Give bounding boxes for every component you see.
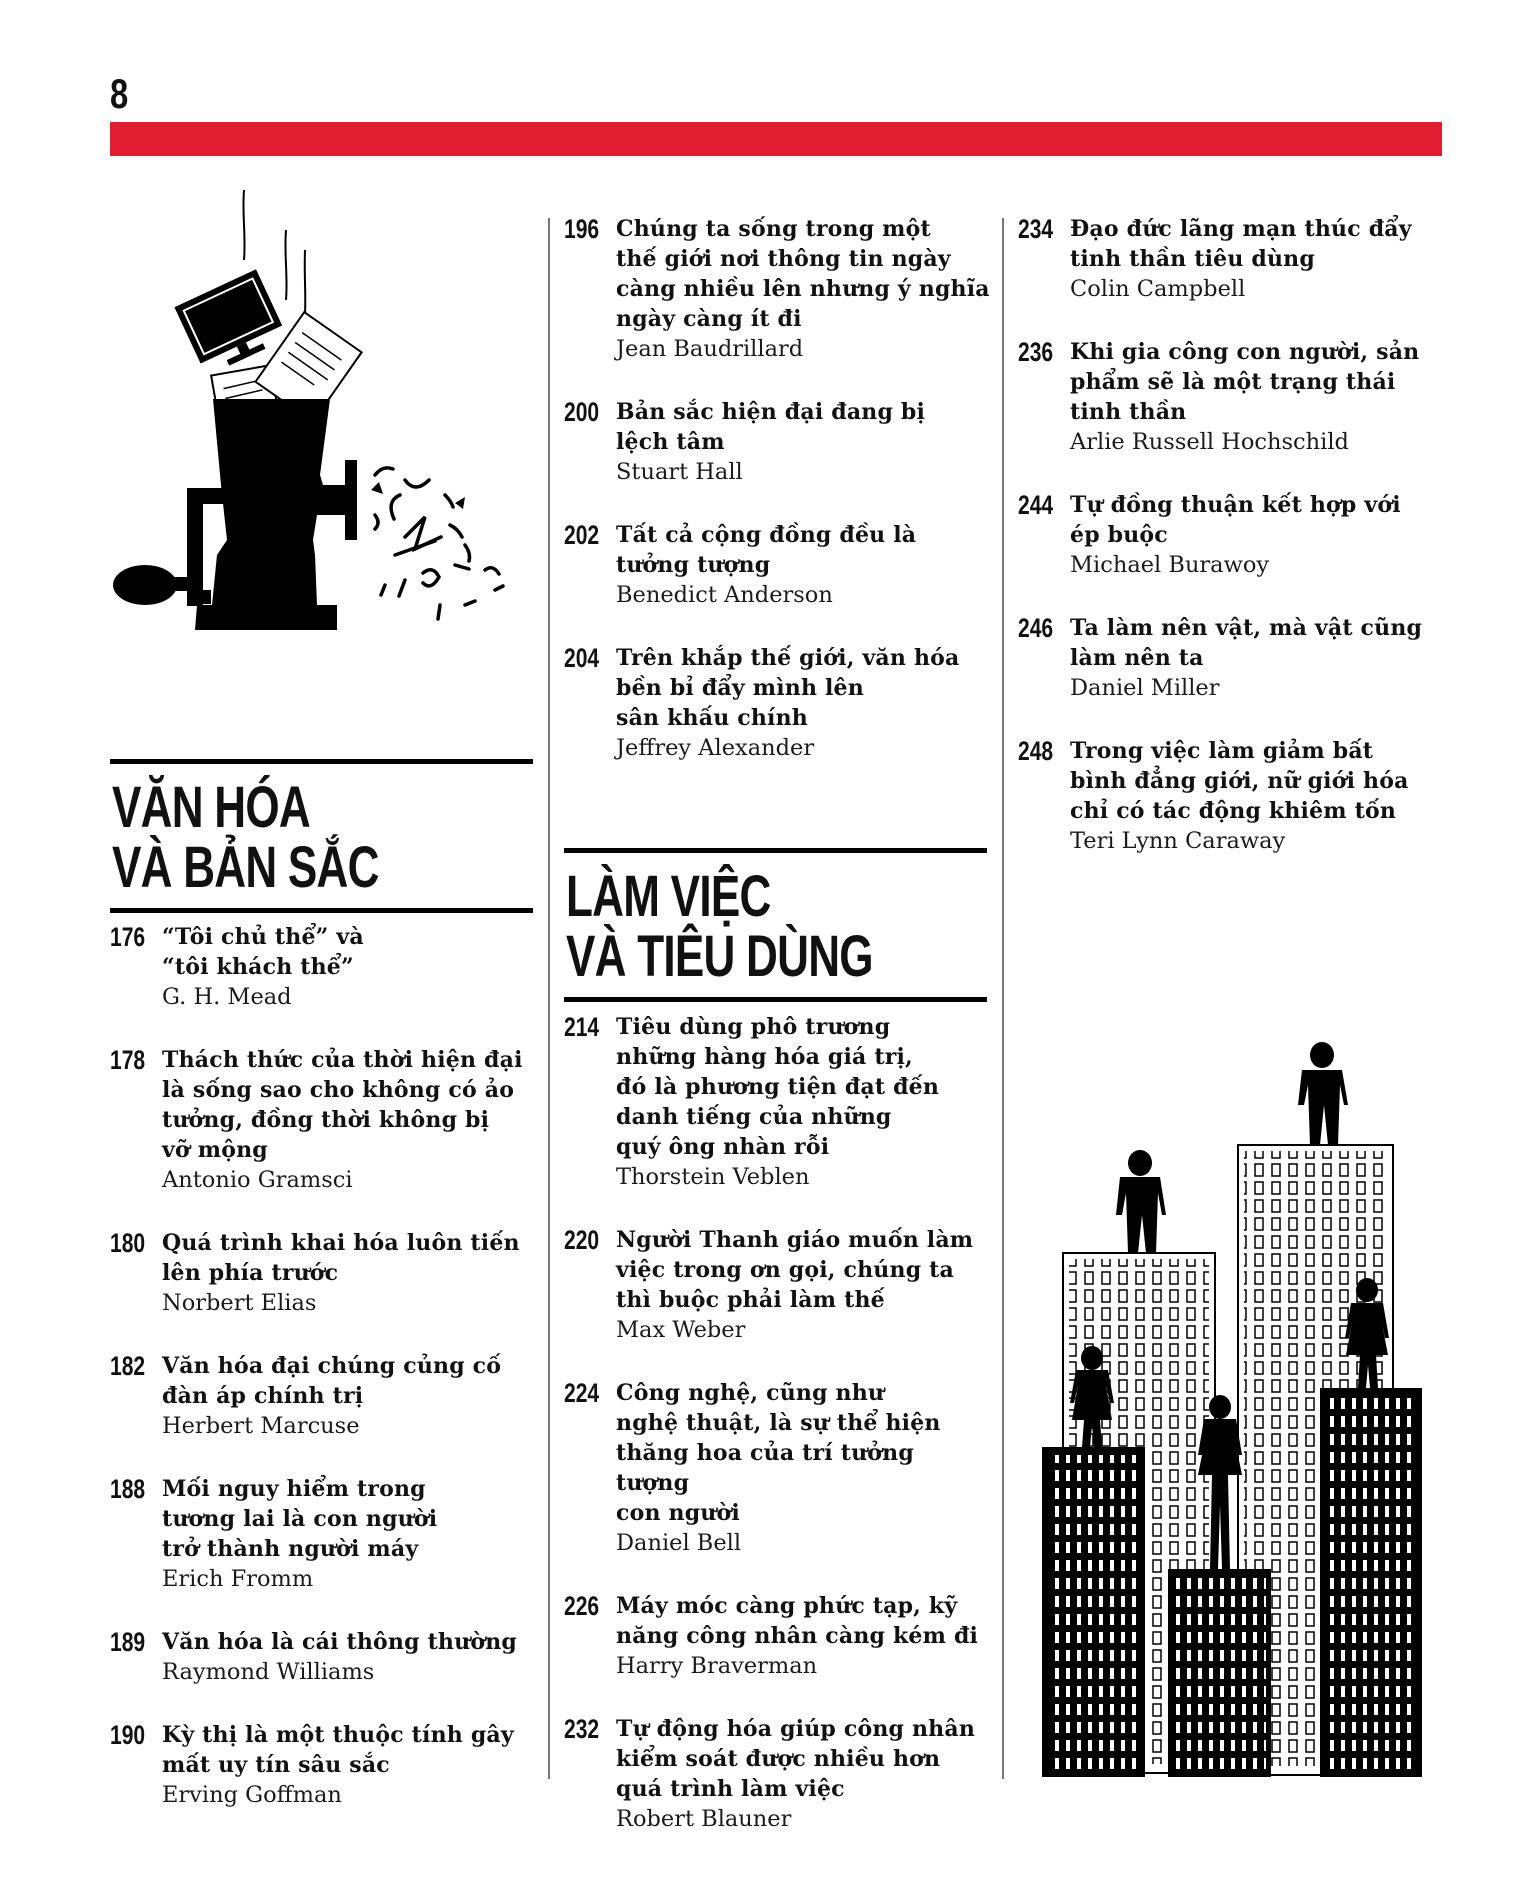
entry-title bbox=[162, 1351, 540, 1411]
toc-entry[interactable] bbox=[110, 1720, 540, 1810]
entry-title-line: làm nên ta bbox=[1070, 645, 1204, 671]
toc-entry[interactable] bbox=[110, 1045, 540, 1195]
entry-title-line: con người bbox=[616, 1500, 740, 1526]
meat-grinder-icon bbox=[105, 185, 545, 645]
entry-title-line: Văn hóa là cái thông thường bbox=[162, 1629, 517, 1655]
entry-title bbox=[616, 1378, 994, 1528]
entry-title-line: lệch tâm bbox=[616, 429, 725, 455]
entry-page-number: 244 bbox=[1018, 490, 1054, 520]
entry-title-line: Quá trình khai hóa luôn tiến bbox=[162, 1230, 520, 1256]
entry-author: Erving Goffman bbox=[162, 1782, 342, 1808]
toc-entry[interactable] bbox=[564, 643, 994, 763]
entry-author: Jeffrey Alexander bbox=[616, 735, 815, 761]
entry-title-line: Văn hóa đại chúng củng cố bbox=[162, 1353, 502, 1379]
entry-title-line: Mối nguy hiểm trong bbox=[162, 1476, 426, 1502]
entry-title-line: thế giới nơi thông tin ngày bbox=[616, 246, 951, 272]
entry-title-line: thăng hoa của trí tưởng tượng bbox=[616, 1440, 914, 1496]
entry-page-number: 190 bbox=[110, 1720, 146, 1750]
entry-title-line: Kỳ thị là một thuộc tính gây bbox=[162, 1722, 514, 1748]
entry-title-line: quý ông nhàn rỗi bbox=[616, 1134, 830, 1160]
entry-title-line: nghệ thuật, là sự thể hiện bbox=[616, 1410, 941, 1436]
entry-title bbox=[1070, 337, 1448, 427]
toc-entry[interactable] bbox=[110, 922, 540, 1012]
entry-page-number: 200 bbox=[564, 397, 600, 427]
entry-page-number: 214 bbox=[564, 1012, 600, 1042]
entry-title bbox=[162, 1627, 540, 1657]
entry-title-line: ép buộc bbox=[1070, 522, 1168, 548]
section-title-line-2: VÀ BẢN SẮC bbox=[112, 835, 379, 900]
section-title-line-2: VÀ TIÊU DÙNG bbox=[566, 924, 873, 989]
entry-page-number: 188 bbox=[110, 1474, 146, 1504]
entry-page-number: 236 bbox=[1018, 337, 1054, 367]
entry-title-line: Tất cả cộng đồng đều là bbox=[616, 522, 917, 548]
entry-page-number: 234 bbox=[1018, 214, 1054, 244]
toc-column-2-top bbox=[564, 214, 994, 796]
section-rule-top bbox=[110, 759, 533, 764]
entry-page-number: 202 bbox=[564, 520, 600, 550]
entry-title-line: Người Thanh giáo muốn làm bbox=[616, 1227, 974, 1253]
entry-title-line: tinh thần bbox=[1070, 399, 1187, 425]
entry-title-line: Ta làm nên vật, mà vật cũng bbox=[1070, 615, 1423, 641]
toc-column-2-bottom bbox=[564, 1012, 994, 1867]
section-header-culture-identity bbox=[110, 759, 533, 913]
entry-author: Benedict Anderson bbox=[616, 582, 833, 608]
toc-entry[interactable] bbox=[564, 1012, 994, 1192]
meat-grinder-illustration bbox=[105, 185, 545, 645]
entry-title-line: ngày càng ít đi bbox=[616, 306, 802, 332]
entry-title bbox=[1070, 613, 1448, 673]
entry-title-line: “Tôi chủ thể” và bbox=[162, 924, 364, 950]
entry-title-line: sân khấu chính bbox=[616, 705, 808, 731]
toc-column-1 bbox=[110, 922, 540, 1843]
entry-title bbox=[162, 1045, 540, 1165]
toc-entry[interactable] bbox=[1018, 337, 1448, 457]
entry-author: Antonio Gramsci bbox=[162, 1167, 353, 1193]
section-header-work-consumption bbox=[564, 848, 987, 1002]
entry-title-line: phẩm sẽ là một trạng thái bbox=[1070, 369, 1396, 395]
section-rule-top bbox=[564, 848, 987, 853]
entry-author: Daniel Miller bbox=[1070, 675, 1220, 701]
section-rule-bottom bbox=[110, 908, 533, 913]
toc-entry[interactable] bbox=[1018, 613, 1448, 703]
toc-entry[interactable] bbox=[564, 397, 994, 487]
toc-entry[interactable] bbox=[1018, 490, 1448, 580]
entry-author: Michael Burawoy bbox=[1070, 552, 1270, 578]
entry-title bbox=[1070, 214, 1448, 274]
entry-author: Raymond Williams bbox=[162, 1659, 375, 1685]
toc-entry[interactable] bbox=[564, 1591, 994, 1681]
section-title-line-1: VĂN HÓA bbox=[112, 775, 310, 840]
entry-author: Norbert Elias bbox=[162, 1290, 317, 1316]
entry-title bbox=[616, 520, 994, 580]
entry-title-line: tưởng, đồng thời không bị bbox=[162, 1107, 490, 1133]
entry-author: Harry Braverman bbox=[616, 1653, 818, 1679]
entry-author: Stuart Hall bbox=[616, 459, 743, 485]
buildings-people-icon bbox=[1030, 1035, 1450, 1780]
entry-title-line: Tự động hóa giúp công nhân bbox=[616, 1716, 976, 1742]
gender-inequality-buildings-illustration bbox=[1030, 1035, 1450, 1780]
entry-title-line: vỡ mộng bbox=[162, 1137, 268, 1163]
entry-page-number: 226 bbox=[564, 1591, 600, 1621]
toc-entry[interactable] bbox=[1018, 214, 1448, 304]
entry-page-number: 178 bbox=[110, 1045, 146, 1075]
entry-title-line: quá trình làm việc bbox=[616, 1776, 845, 1802]
entry-title-line: bình đẳng giới, nữ giới hóa bbox=[1070, 768, 1409, 794]
section-rule-bottom bbox=[564, 997, 987, 1002]
section-title bbox=[566, 864, 886, 989]
section-title-line-1: LÀM VIỆC bbox=[566, 864, 771, 929]
entry-title-line: tương lai là con người bbox=[162, 1506, 438, 1532]
entry-page-number: 232 bbox=[564, 1714, 600, 1744]
entry-title bbox=[1070, 490, 1448, 550]
entry-author: Robert Blauner bbox=[616, 1806, 792, 1832]
entry-page-number: 224 bbox=[564, 1378, 600, 1408]
entry-author: Herbert Marcuse bbox=[162, 1413, 360, 1439]
entry-title-line: “tôi khách thể” bbox=[162, 954, 354, 980]
toc-entry[interactable] bbox=[564, 1378, 994, 1558]
header-accent-bar bbox=[110, 122, 1442, 156]
entry-page-number: 180 bbox=[110, 1228, 146, 1258]
entry-page-number: 248 bbox=[1018, 736, 1054, 766]
entry-title-line: Công nghệ, cũng như bbox=[616, 1380, 885, 1406]
entry-title bbox=[616, 1591, 994, 1651]
entry-title-line: Bản sắc hiện đại đang bị bbox=[616, 399, 926, 425]
entry-title bbox=[162, 1474, 540, 1564]
entry-title-line: Máy móc càng phức tạp, kỹ bbox=[616, 1593, 958, 1619]
page-number: 8 bbox=[110, 70, 129, 117]
toc-entry[interactable] bbox=[110, 1627, 540, 1687]
entry-title-line: bền bỉ đẩy mình lên bbox=[616, 675, 864, 701]
entry-page-number: 182 bbox=[110, 1351, 146, 1381]
toc-entry[interactable] bbox=[564, 520, 994, 610]
toc-column-3 bbox=[1018, 214, 1448, 889]
entry-title-line: lên phía trước bbox=[162, 1260, 339, 1286]
entry-author: Jean Baudrillard bbox=[616, 336, 804, 362]
column-divider-2 bbox=[1002, 218, 1004, 1779]
entry-page-number: 246 bbox=[1018, 613, 1054, 643]
entry-author: Teri Lynn Caraway bbox=[1070, 828, 1286, 854]
entry-title-line: tưởng tượng bbox=[616, 552, 771, 578]
entry-title-line: đàn áp chính trị bbox=[162, 1383, 364, 1409]
entry-author: Colin Campbell bbox=[1070, 276, 1246, 302]
entry-title-line: đó là phương tiện đạt đến bbox=[616, 1074, 940, 1100]
entry-author: G. H. Mead bbox=[162, 984, 292, 1010]
entry-title-line: Khi gia công con người, sản bbox=[1070, 339, 1420, 365]
entry-title-line: trở thành người máy bbox=[162, 1536, 419, 1562]
toc-entry[interactable] bbox=[110, 1474, 540, 1594]
toc-entry[interactable] bbox=[564, 1714, 994, 1834]
entry-title-line: Đạo đức lãng mạn thúc đẩy bbox=[1070, 216, 1412, 242]
entry-title-line: tinh thần tiêu dùng bbox=[1070, 246, 1315, 272]
entry-title bbox=[162, 922, 540, 982]
entry-author: Max Weber bbox=[616, 1317, 746, 1343]
entry-title-line: việc trong ơn gọi, chúng ta bbox=[616, 1257, 954, 1283]
entry-title-line: càng nhiều lên nhưng ý nghĩa bbox=[616, 276, 990, 302]
toc-entry[interactable] bbox=[110, 1228, 540, 1318]
entry-page-number: 196 bbox=[564, 214, 600, 244]
entry-page-number: 189 bbox=[110, 1627, 146, 1657]
entry-title-line: Tiêu dùng phô trương bbox=[616, 1014, 891, 1040]
entry-title-line: danh tiếng của những bbox=[616, 1104, 892, 1130]
entry-title-line: Trên khắp thế giới, văn hóa bbox=[616, 645, 960, 671]
entry-title-line: Trong việc làm giảm bất bbox=[1070, 738, 1374, 764]
entry-title bbox=[616, 1012, 994, 1162]
entry-title-line: Tự đồng thuận kết hợp với bbox=[1070, 492, 1401, 518]
entry-title-line: Chúng ta sống trong một bbox=[616, 216, 931, 242]
column-divider-1 bbox=[548, 218, 550, 1779]
toc-entry[interactable] bbox=[564, 1225, 994, 1345]
entry-title bbox=[162, 1720, 540, 1780]
entry-title-line: thì buộc phải làm thế bbox=[616, 1287, 885, 1313]
toc-entry[interactable] bbox=[110, 1351, 540, 1441]
entry-title bbox=[162, 1228, 540, 1288]
entry-page-number: 220 bbox=[564, 1225, 600, 1255]
section-title bbox=[112, 775, 432, 900]
entry-title-line: năng công nhân càng kém đi bbox=[616, 1623, 979, 1649]
entry-title bbox=[616, 1714, 994, 1804]
entry-author: Erich Fromm bbox=[162, 1566, 314, 1592]
entry-title-line: kiểm soát được nhiều hơn bbox=[616, 1746, 941, 1772]
entry-title bbox=[616, 1225, 994, 1315]
entry-author: Arlie Russell Hochschild bbox=[1070, 429, 1349, 455]
entry-title-line: những hàng hóa giá trị, bbox=[616, 1044, 913, 1070]
entry-author: Daniel Bell bbox=[616, 1530, 742, 1556]
entry-title-line: Thách thức của thời hiện đại bbox=[162, 1047, 523, 1073]
toc-entry[interactable] bbox=[1018, 736, 1448, 856]
entry-title bbox=[616, 397, 994, 457]
entry-author: Thorstein Veblen bbox=[616, 1164, 810, 1190]
toc-entry[interactable] bbox=[564, 214, 994, 364]
entry-page-number: 204 bbox=[564, 643, 600, 673]
entry-title-line: là sống sao cho không có ảo bbox=[162, 1077, 515, 1103]
entry-page-number: 176 bbox=[110, 922, 146, 952]
entry-title-line: mất uy tín sâu sắc bbox=[162, 1752, 390, 1778]
entry-title bbox=[1070, 736, 1448, 826]
entry-title bbox=[616, 214, 994, 334]
entry-title-line: chỉ có tác động khiêm tốn bbox=[1070, 798, 1397, 824]
entry-title bbox=[616, 643, 994, 733]
